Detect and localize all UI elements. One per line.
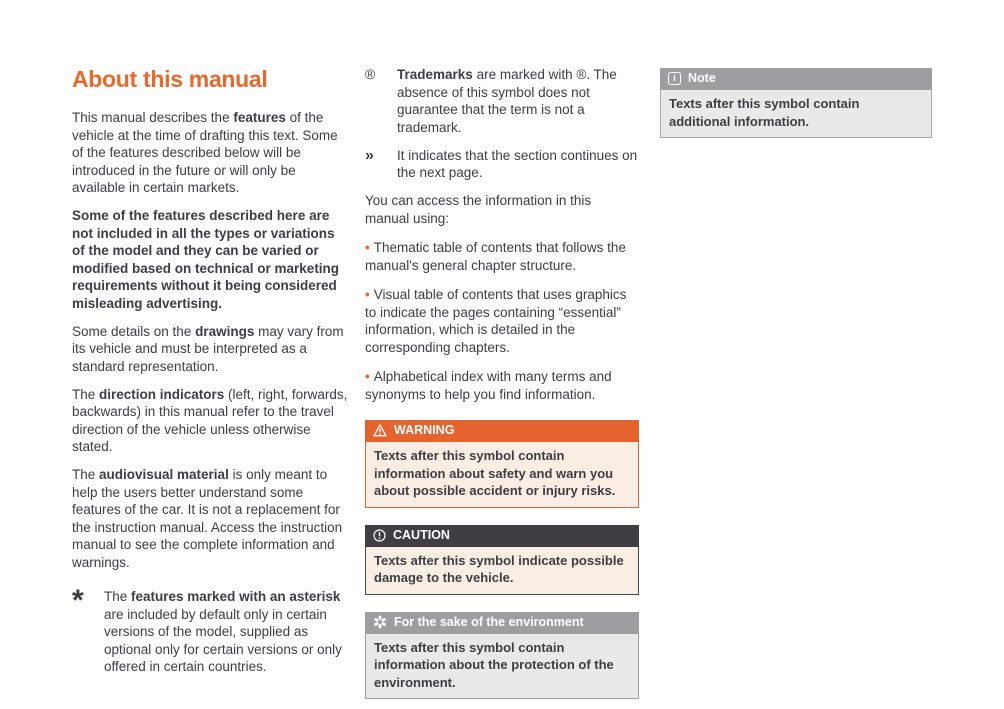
note-box: [660, 68, 932, 138]
warning-box: [365, 420, 639, 508]
paragraph-disclaimer: Some of the features described here are not included in all the types or variations of the model and they can be varied or modified based on technical or marketing requirements without it being considered misleading advertising.: [72, 208, 340, 311]
environment-box-title: For the sake of the environment: [394, 614, 584, 629]
warning-box-body: Texts after this symbol contain information about safety and warn you about possible accident or injury risks.: [365, 442, 639, 508]
paragraph-audiovisual: The audiovisual material is only meant to help the users better understand some features of the car. It is not a replacement for the instruction manual. Access the instruction manual to see the complete information and warnings.: [72, 467, 343, 570]
list-item-text: Visual table of contents that uses graphics to indicate the pages containing “essential” information, which is detailed in the corresponding chapters.: [365, 287, 627, 355]
info-icon: i: [668, 72, 681, 85]
trademark-legend: [365, 66, 639, 136]
note-box-body: Texts after this symbol contain additional information.: [660, 90, 932, 138]
bullet-icon: •: [365, 369, 370, 384]
list-item-text: Alphabetical index with many terms and synonyms to help you find information.: [365, 369, 612, 402]
caution-box-title: CAUTION: [393, 527, 450, 542]
environment-box-header: [365, 612, 639, 634]
paragraph-drawings: Some details on the drawings may vary from its vehicle and must be interpreted as a standard representation.: [72, 323, 344, 374]
list-item-visual-contents: [365, 286, 639, 356]
list-item-text: Thematic table of contents that follows the manual's general chapter structure.: [365, 240, 626, 273]
continuation-chevrons-icon: »: [365, 146, 373, 164]
continuation-legend: [365, 147, 639, 182]
column-right: [660, 66, 932, 138]
caution-circle-icon: [373, 529, 386, 542]
environment-flower-icon: [373, 615, 387, 629]
access-intro: You can access the information in this manual using:: [365, 193, 592, 226]
warning-box-title: WARNING: [394, 423, 455, 437]
list-item-alphabetical-index: [365, 368, 639, 403]
caution-box: [365, 525, 639, 595]
asterisk-icon: *: [72, 584, 84, 617]
caution-box-header: [365, 525, 639, 547]
asterisk-legend: [72, 584, 351, 676]
bullet-icon: •: [365, 287, 370, 302]
continuation-legend-text: It indicates that the section continues on the next page.: [397, 147, 638, 180]
note-box-title: Note: [688, 71, 716, 85]
warning-box-header: [365, 420, 639, 442]
page-title: About this manual: [72, 66, 268, 92]
note-box-header: [660, 68, 932, 90]
asterisk-legend-text: The features marked with an asterisk are included by default only in certain versions of the model, supplied as optional only for certain versions or only offered in certain countries.: [104, 589, 342, 674]
column-left: [72, 66, 351, 686]
bullet-icon: •: [365, 240, 370, 255]
caution-box-body: Texts after this symbol indicate possible damage to the vehicle.: [365, 547, 639, 595]
warning-triangle-icon: [373, 424, 387, 437]
paragraph-direction-indicators: The direction indicators (left, right, forwards, backwards) in this manual refer to the travel direction of the vehicle unless otherwise stated.: [72, 386, 348, 454]
list-item-thematic-contents: [365, 239, 639, 274]
environment-box: [365, 612, 639, 700]
paragraph-features: This manual describes the features of the vehicle at the time of drafting this text. Some of the features described below will be introduced in the future or will only be available in certain markets.: [72, 110, 338, 195]
registered-trademark-icon: ®: [365, 66, 376, 82]
column-middle: [365, 66, 639, 699]
trademark-legend-text: Trademarks are marked with ®. The absence of this symbol does not guarantee that the term is not a trademark.: [397, 67, 617, 135]
environment-box-body: Texts after this symbol contain information about the protection of the environment.: [365, 634, 639, 700]
